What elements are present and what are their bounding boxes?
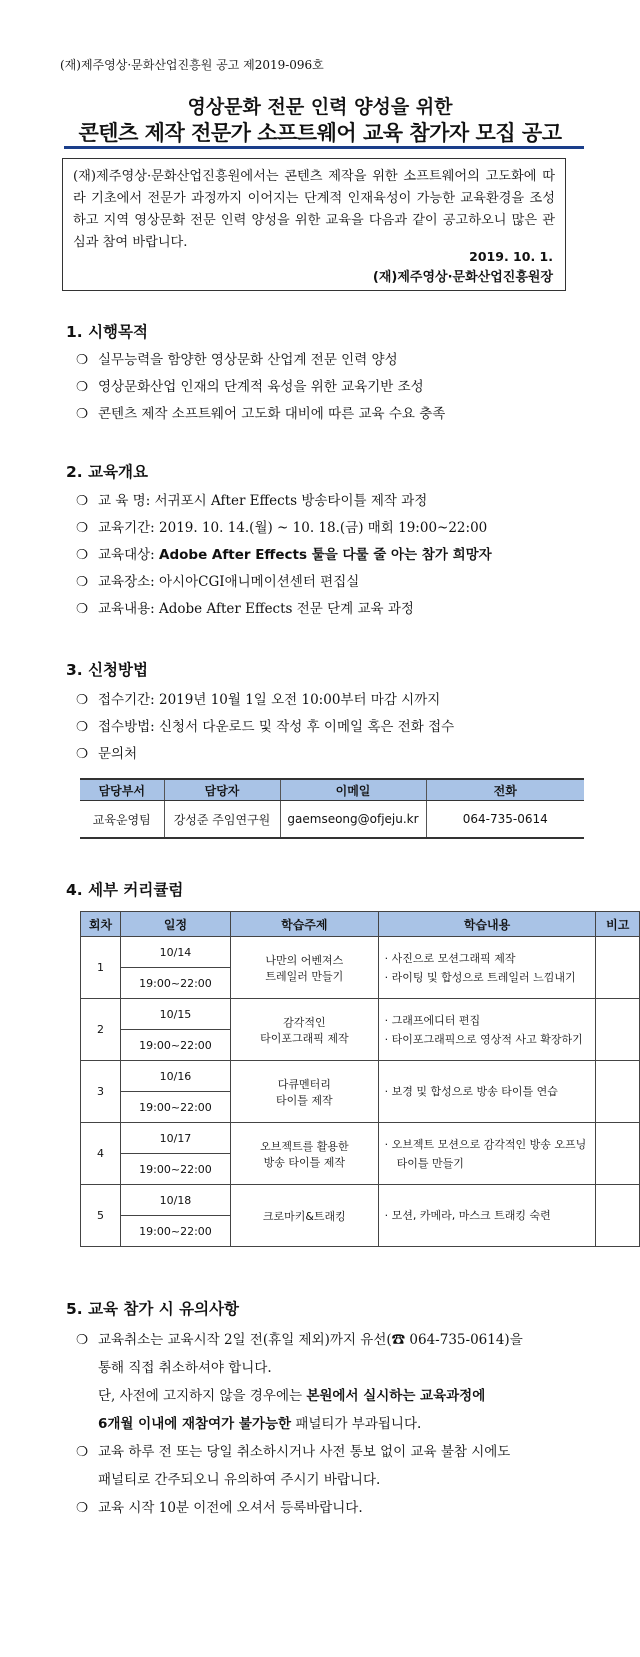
title-line-2: 콘텐츠 제작 전문가 소프트웨어 교육 참가자 모집 공고 xyxy=(78,121,562,145)
section-4-title: 4. 세부 커리큘럼 xyxy=(66,881,184,899)
table-row xyxy=(81,1061,640,1092)
notice-number: (재)제주영상·문화산업진흥원 공고 제2019-096호 xyxy=(60,58,324,72)
table-row xyxy=(81,999,640,1030)
list-item: ❍ 영상문화산업 인재의 단계적 육성을 위한 교육기반 조성 xyxy=(76,379,424,395)
intro-date: 2019. 10. 1. xyxy=(469,249,553,264)
list-item-continuation: 통해 직접 취소하셔야 합니다. xyxy=(98,1360,272,1376)
email-cell: gaemseong@ofjeju.kr xyxy=(280,801,426,839)
session-time: 19:00~22:00 xyxy=(120,1154,230,1185)
list-item-continuation: 단, 사전에 고지하지 않을 경우에는 본원에서 실시하는 교육과정에 xyxy=(98,1388,486,1404)
section-3-title: 3. 신청방법 xyxy=(66,661,148,679)
session-time: 19:00~22:00 xyxy=(120,968,230,999)
session-content: · 보경 및 합성으로 방송 타이틀 연습 xyxy=(378,1061,596,1123)
session-topic: 나만의 어벤져스 트레일러 만들기 xyxy=(231,937,379,999)
circle-bullet-icon: ❍ xyxy=(76,493,89,509)
session-date: 10/18 xyxy=(120,1185,230,1216)
session-content: · 그래프에디터 편집 · 타이포그래픽으로 영상적 사고 확장하기 xyxy=(378,999,596,1061)
table-header-cell: 담당자 xyxy=(164,779,280,801)
list-item: ❍ 교육 하루 전 또는 당일 취소하시거나 사전 통보 없이 교육 불참 시에도 xyxy=(76,1444,511,1460)
session-note xyxy=(596,1061,640,1123)
session-content: · 모션, 카메라, 마스크 트래킹 숙련 xyxy=(378,1185,596,1247)
list-item: ❍ 콘텐츠 제작 소프트웨어 고도화 대비에 따른 교육 수요 충족 xyxy=(76,406,446,422)
session-topic: 감각적인 타이포그래픽 제작 xyxy=(231,999,379,1061)
table-row xyxy=(81,1123,640,1154)
list-item: ❍ 교육대상: Adobe After Effects 툴을 다룰 줄 아는 참가 희망자 xyxy=(76,547,492,563)
circle-bullet-icon: ❍ xyxy=(76,520,89,536)
section-2-title: 2. 교육개요 xyxy=(66,463,148,481)
title-line-1: 영상문화 전문 인력 양성을 위한 xyxy=(187,96,453,118)
session-content: · 오브젝트 모션으로 감각적인 방송 오프닝 타이틀 만들기 xyxy=(378,1123,596,1185)
circle-bullet-icon: ❍ xyxy=(76,719,89,735)
table-header-cell: 이메일 xyxy=(280,779,426,801)
phone-cell: 064-735-0614 xyxy=(426,801,584,839)
section-5-title: 5. 교육 참가 시 유의사항 xyxy=(66,1300,240,1318)
circle-bullet-icon: ❍ xyxy=(76,547,89,563)
session-time: 19:00~22:00 xyxy=(120,1216,230,1247)
circle-bullet-icon: ❍ xyxy=(76,1332,89,1348)
title-underline xyxy=(64,146,584,149)
table-header-cell: 일정 xyxy=(120,912,230,937)
table-header-row xyxy=(81,912,640,937)
list-item: ❍ 접수방법: 신청서 다운로드 및 작성 후 이메일 혹은 전화 접수 xyxy=(76,719,455,735)
list-item: ❍ 실무능력을 함양한 영상문화 산업계 전문 인력 양성 xyxy=(76,352,398,368)
list-item: ❍ 교육취소는 교육시작 2일 전(휴일 제외)까지 유선(☎ 064-735-0614)을 xyxy=(76,1332,523,1348)
intro-box xyxy=(62,158,566,291)
table-row xyxy=(80,801,584,839)
circle-bullet-icon: ❍ xyxy=(76,746,89,762)
section-1-title: 1. 시행목적 xyxy=(66,323,148,341)
intro-org: (재)제주영상·문화산업진흥원장 xyxy=(372,270,553,285)
table-header-cell: 비고 xyxy=(596,912,640,937)
circle-bullet-icon: ❍ xyxy=(76,1500,89,1516)
list-item: ❍ 접수기간: 2019년 10월 1일 오전 10:00부터 마감 시까지 xyxy=(76,692,441,708)
list-item: ❍ 교육장소: 아시아CGI애니메이션센터 편집실 xyxy=(76,574,360,590)
session-note xyxy=(596,1123,640,1185)
circle-bullet-icon: ❍ xyxy=(76,379,89,395)
table-header-cell: 전화 xyxy=(426,779,584,801)
session-time: 19:00~22:00 xyxy=(120,1030,230,1061)
list-item-continuation: 패널티로 간주되오니 유의하여 주시기 바랍니다. xyxy=(98,1472,381,1488)
circle-bullet-icon: ❍ xyxy=(76,601,89,617)
contact-table xyxy=(80,778,584,839)
table-header-row xyxy=(80,779,584,801)
table-header-cell: 회차 xyxy=(81,912,121,937)
list-item: ❍ 교육 시작 10분 이전에 오셔서 등록바랍니다. xyxy=(76,1500,363,1516)
session-date: 10/17 xyxy=(120,1123,230,1154)
session-date: 10/15 xyxy=(120,999,230,1030)
list-item: ❍ 교육기간: 2019. 10. 14.(월) ~ 10. 18.(금) 매회 19:00~22:00 xyxy=(76,520,488,536)
session-note xyxy=(596,999,640,1061)
session-date: 10/16 xyxy=(120,1061,230,1092)
circle-bullet-icon: ❍ xyxy=(76,692,89,708)
session-topic: 다큐멘터리 타이틀 제작 xyxy=(231,1061,379,1123)
intro-text: (재)제주영상·문화산업진흥원에서는 콘텐츠 제작을 위한 소프트웨어의 고도화에 따라 기초에서 전문가 과정까지 이어지는 단계적 인재육성이 가능한 교육환경을 조성하고 지역 영상문화 전문 인력 양성을 위한 교육을 다음과 같이 공고하오니 많은 관심과 참여 바랍니다. xyxy=(73,169,555,250)
session-number: 2 xyxy=(81,999,121,1061)
circle-bullet-icon: ❍ xyxy=(76,352,89,368)
session-number: 5 xyxy=(81,1185,121,1247)
session-date: 10/14 xyxy=(120,937,230,968)
curriculum-table xyxy=(80,911,640,1247)
table-cell: 강성준 주임연구원 xyxy=(164,801,280,839)
session-note xyxy=(596,937,640,999)
session-number: 1 xyxy=(81,937,121,999)
session-topic: 오브젝트를 활용한 방송 타이틀 제작 xyxy=(231,1123,379,1185)
circle-bullet-icon: ❍ xyxy=(76,406,89,422)
list-item: ❍ 문의처 xyxy=(76,746,138,762)
circle-bullet-icon: ❍ xyxy=(76,574,89,590)
session-number: 3 xyxy=(81,1061,121,1123)
list-item: ❍ 교 육 명: 서귀포시 After Effects 방송타이틀 제작 과정 xyxy=(76,493,428,509)
session-content: · 사진으로 모션그래픽 제작 · 라이팅 및 합성으로 트레일러 느낌내기 xyxy=(378,937,596,999)
circle-bullet-icon: ❍ xyxy=(76,1444,89,1460)
session-note xyxy=(596,1185,640,1247)
session-topic: 크로마키&트래킹 xyxy=(231,1185,379,1247)
table-header-cell: 담당부서 xyxy=(80,779,164,801)
session-number: 4 xyxy=(81,1123,121,1185)
list-item: ❍ 교육내용: Adobe After Effects 전문 단계 교육 과정 xyxy=(76,601,414,617)
table-header-cell: 학습내용 xyxy=(378,912,596,937)
session-time: 19:00~22:00 xyxy=(120,1092,230,1123)
table-header-cell: 학습주제 xyxy=(231,912,379,937)
list-item-continuation: 6개월 이내에 재참여가 불가능한 패널티가 부과됩니다. xyxy=(98,1416,422,1432)
table-cell: 교육운영팀 xyxy=(80,801,164,839)
table-row xyxy=(81,937,640,968)
table-row xyxy=(81,1185,640,1216)
